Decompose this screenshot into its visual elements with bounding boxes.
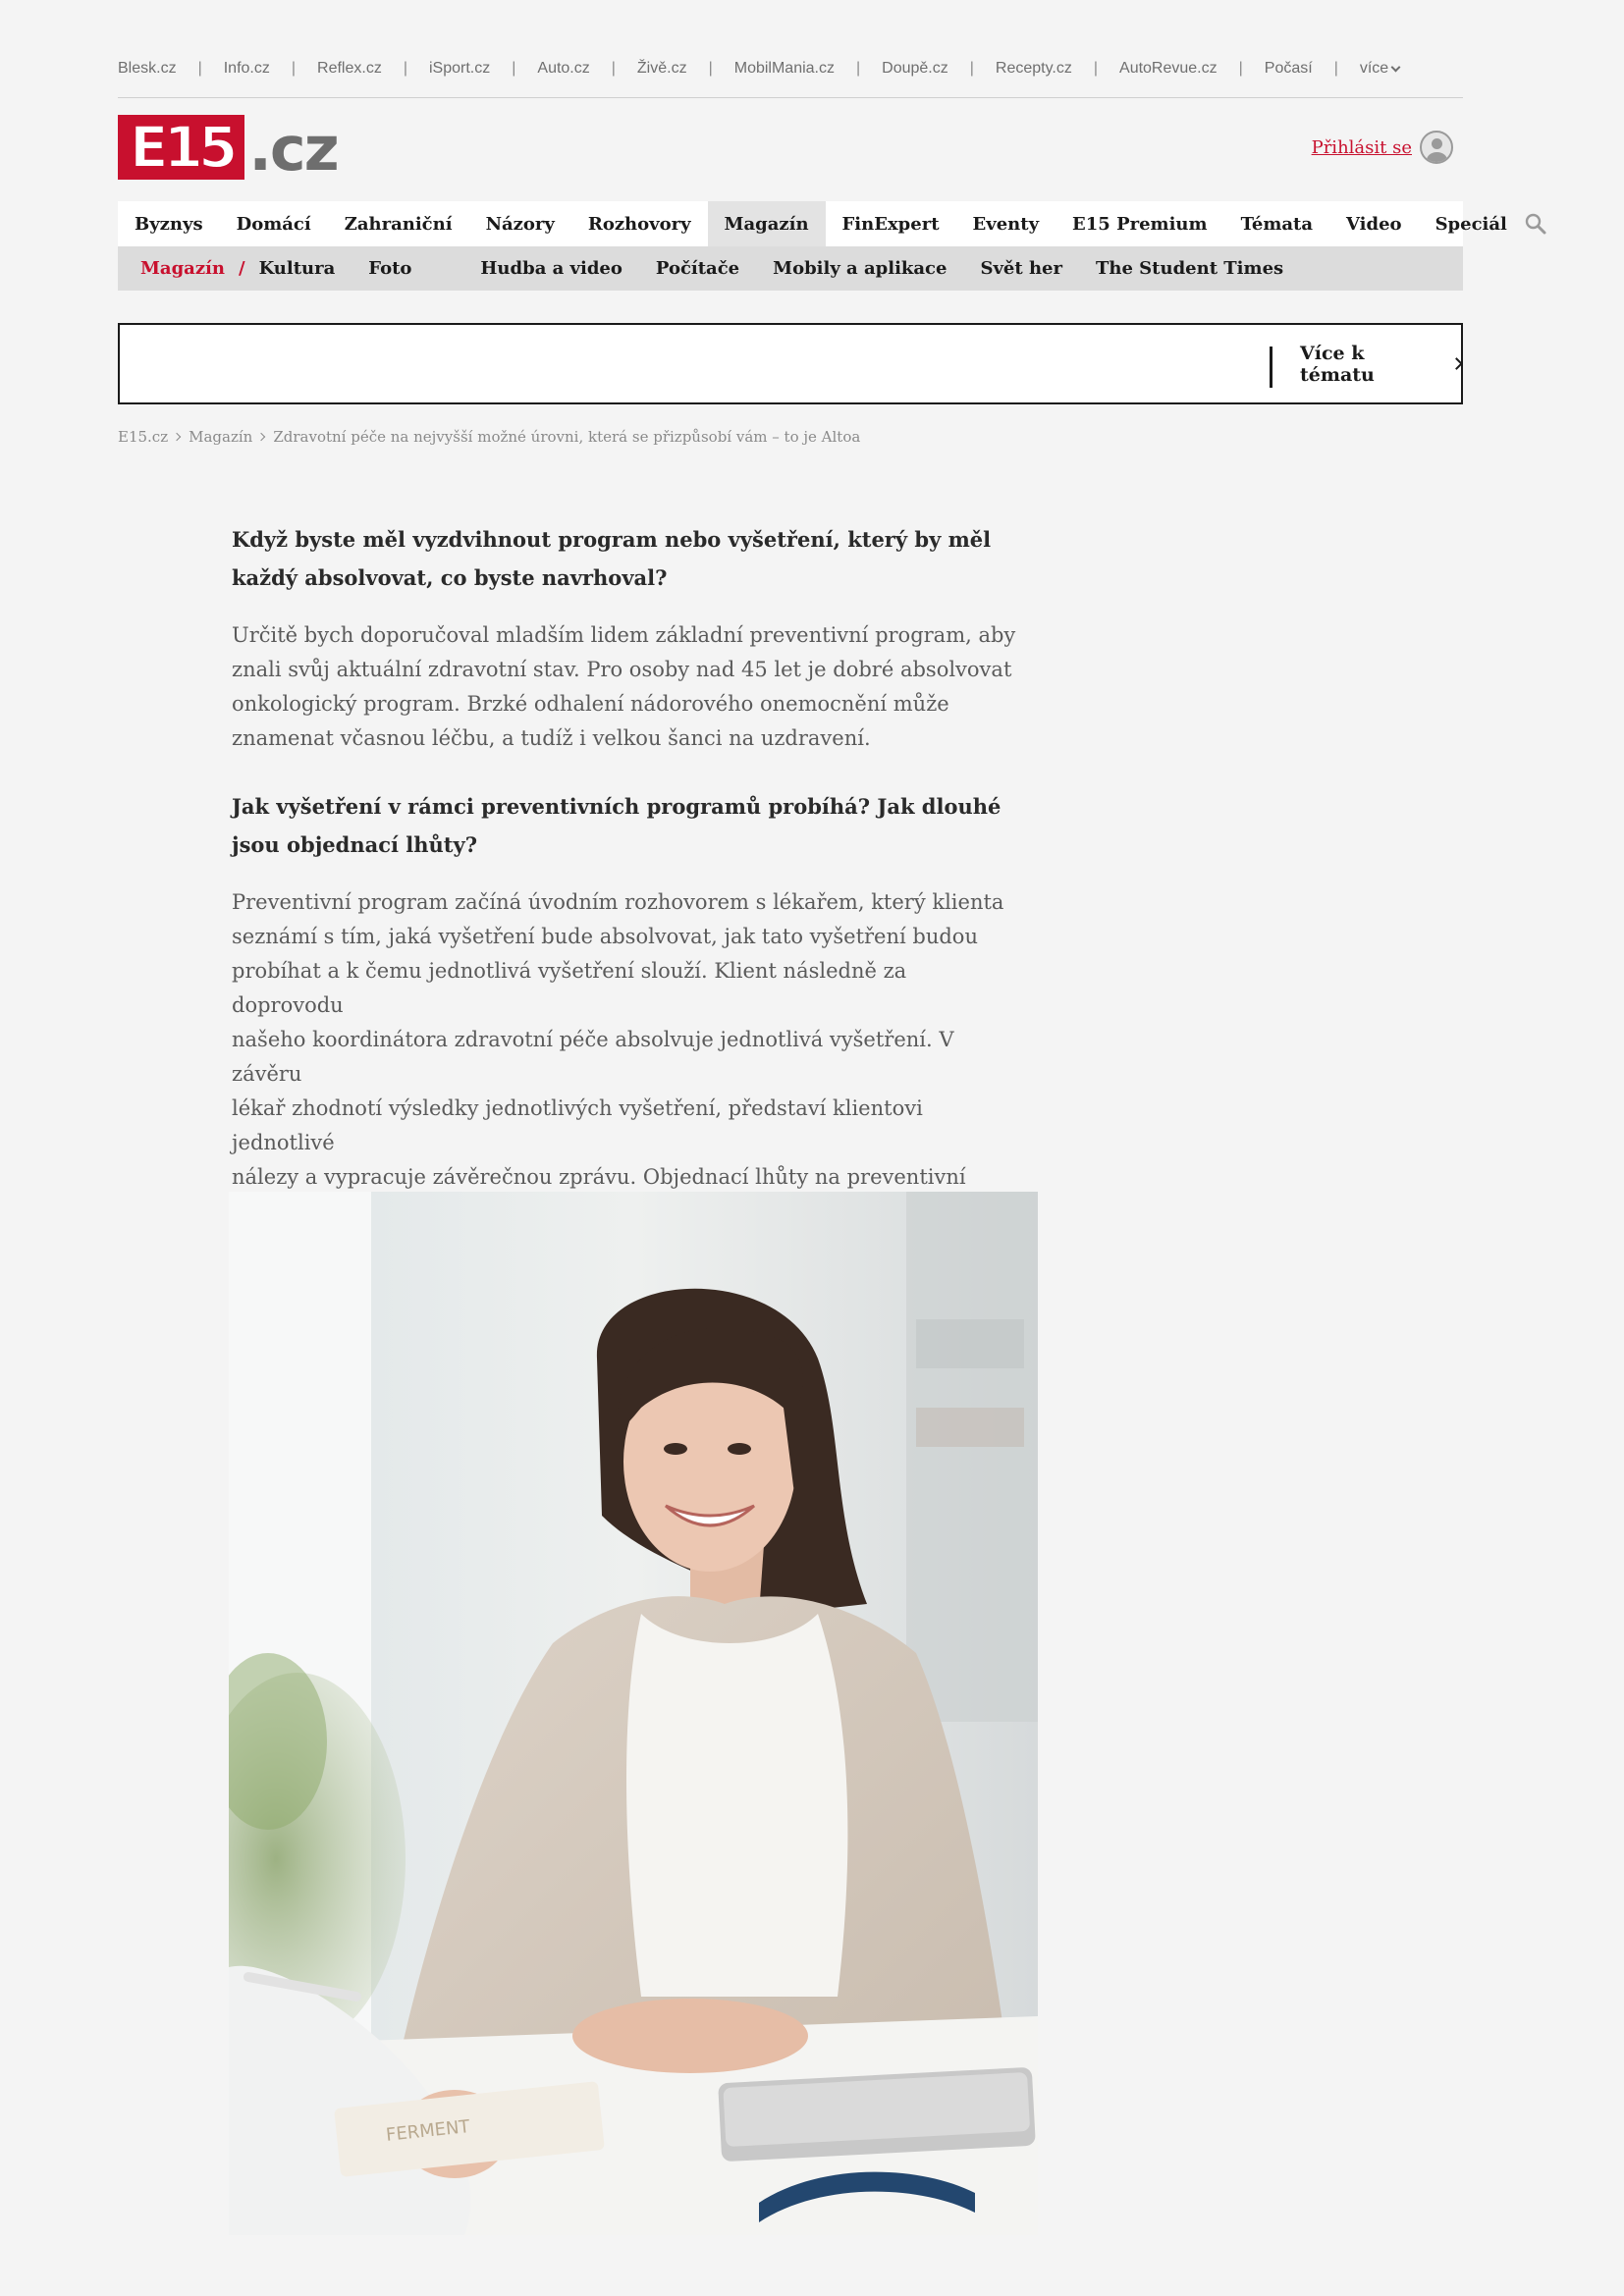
subnav-item-hudba-a-video[interactable]: Hudba a video [480,258,623,279]
topic-divider [1270,347,1272,388]
net-more-label: více [1359,60,1389,77]
net-separator: | [403,60,407,77]
net-link-pocasi[interactable]: Počasí [1264,60,1313,77]
chevron-right-icon [1450,357,1463,370]
photo-illustration [229,1192,1038,2235]
net-link-mobilmania[interactable]: MobilMania.cz [733,60,835,77]
article-photo [229,1192,1038,2235]
answer-2-line: probíhat a k čemu jednotlivá vyšetření slouží. Klient následně za doprovodu [232,959,907,1017]
main-nav [118,201,1507,246]
net-link-auto[interactable]: Auto.cz [537,60,590,77]
question-2-line: Jak vyšetření v rámci preventivních programů probíhá? Jak dlouhé [232,794,1001,819]
answer-2-line: Preventivní program začíná úvodním rozhovorem s lékařem, který klienta [232,890,1004,914]
logo-box-text: E15 [130,114,234,181]
search-icon [1524,212,1547,236]
breadcrumb-magazin[interactable]: Magazín [189,428,253,446]
answer-2-line: našeho koordinátora zdravotní péče absolvuje jednotlivá vyšetření. V závěru [232,1028,954,1086]
more-topic-link[interactable] [1300,325,1461,402]
topic-box [118,323,1463,404]
question-1-line: Když byste měl vyzdvihnout program nebo vyšetření, který by měl [232,527,992,552]
site-logo[interactable] [118,113,338,185]
net-link-doupe[interactable]: Doupě.cz [882,60,948,77]
answer-2 [232,885,1017,1229]
net-separator: | [1333,60,1338,77]
net-separator: | [1093,60,1099,77]
net-separator: | [291,60,297,77]
login-link[interactable]: Přihlásit se [1311,136,1412,158]
question-1 [232,520,1017,597]
user-icon[interactable] [1420,131,1453,164]
net-separator: | [856,60,861,77]
nav-item-rozhovory[interactable]: Rozhovory [587,213,691,235]
net-separator: | [611,60,616,77]
nav-item-magazin[interactable]: Magazín [708,201,826,246]
nav-item-temata[interactable]: Témata [1240,213,1314,235]
subnav-item-kultura[interactable]: Kultura [258,258,336,279]
logo-suffix: .cz [248,113,338,185]
answer-2-line: nálezy a vypracuje závěrečnou zprávu. Objednací lhůty na preventivní [232,1165,966,1189]
nav-item-domaci[interactable]: Domácí [236,213,311,235]
product-box-text: FERMENT [385,2116,471,2146]
answer-1-line: znali svůj aktuální zdravotní stav. Pro osoby nad 45 let je dobré absolvovat [232,658,1012,681]
answer-2-line: seznámí s tím, jaká vyšetření bude absolvovat, jak tato vyšetření budou [232,925,978,948]
logo-box [118,115,244,180]
chevron-right-icon [257,433,265,441]
chevron-down-icon [1391,62,1401,72]
net-separator: | [708,60,713,77]
net-link-autorevue[interactable]: AutoRevue.cz [1119,60,1218,77]
net-link-recepty[interactable]: Recepty.cz [995,60,1072,77]
subnav-item-pocitace[interactable]: Počítače [655,258,740,279]
nav-item-eventy[interactable]: Eventy [972,213,1040,235]
net-separator: | [512,60,516,77]
answer-1-line: znamenat včasnou léčbu, a tudíž i velkou šanci na uzdravení. [232,726,871,750]
nav-item-finexpert[interactable]: FinExpert [841,213,940,235]
subnav-item-mobily-a-aplikace[interactable]: Mobily a aplikace [773,258,947,279]
subnav-section-magazin[interactable]: Magazín [140,258,225,279]
net-separator: | [969,60,974,77]
more-topic-label: Více k tématu [1300,342,1375,386]
nav-item-byznys[interactable]: Byznys [135,213,203,235]
nav-item-video[interactable]: Video [1346,213,1402,235]
subnav-item-svet-her[interactable]: Svět her [980,258,1062,279]
net-separator: | [197,60,202,77]
net-link-blesk[interactable]: Blesk.cz [118,60,177,77]
question-2-line: jsou objednací lhůty? [232,832,478,857]
subnav-slash: / [238,258,245,279]
nav-item-e15-premium[interactable]: E15 Premium [1072,213,1208,235]
sub-nav [118,246,1463,291]
nav-item-zahranicni[interactable]: Zahraniční [344,213,453,235]
net-more-button[interactable] [1360,55,1399,82]
network-bar [118,55,1463,98]
nav-item-special[interactable]: Speciál [1435,213,1507,235]
search-button[interactable] [1524,201,1547,246]
question-2 [232,787,1017,864]
net-link-reflex[interactable]: Reflex.cz [317,60,382,77]
net-link-zive[interactable]: Živě.cz [636,60,687,77]
nav-item-nazory[interactable]: Názory [485,213,555,235]
question-1-line: každý absolvovat, co byste navrhoval? [232,565,668,590]
net-link-info[interactable]: Info.cz [223,60,270,77]
answer-1 [232,618,1017,756]
net-link-isport[interactable]: iSport.cz [428,60,491,77]
subnav-item-student-times[interactable]: The Student Times [1095,258,1284,279]
subnav-item-foto[interactable]: Foto [368,258,412,279]
chevron-right-icon [173,433,181,441]
breadcrumb [118,428,860,446]
breadcrumb-home[interactable]: E15.cz [118,428,169,446]
answer-2-line: lékař zhodnotí výsledky jednotlivých vyšetření, představí klientovi jednotlivé [232,1096,923,1154]
answer-1-line: Určitě bych doporučoval mladším lidem základní preventivní program, aby [232,623,1016,647]
login-area[interactable] [1312,131,1453,164]
breadcrumb-current: Zdravotní péče na nejvyšší možné úrovni, která se přizpůsobí vám – to je Altoa [273,428,861,446]
answer-1-line: onkologický program. Brzké odhalení nádorového onemocnění může [232,692,949,716]
net-separator: | [1238,60,1243,77]
article-body [232,520,1017,1229]
